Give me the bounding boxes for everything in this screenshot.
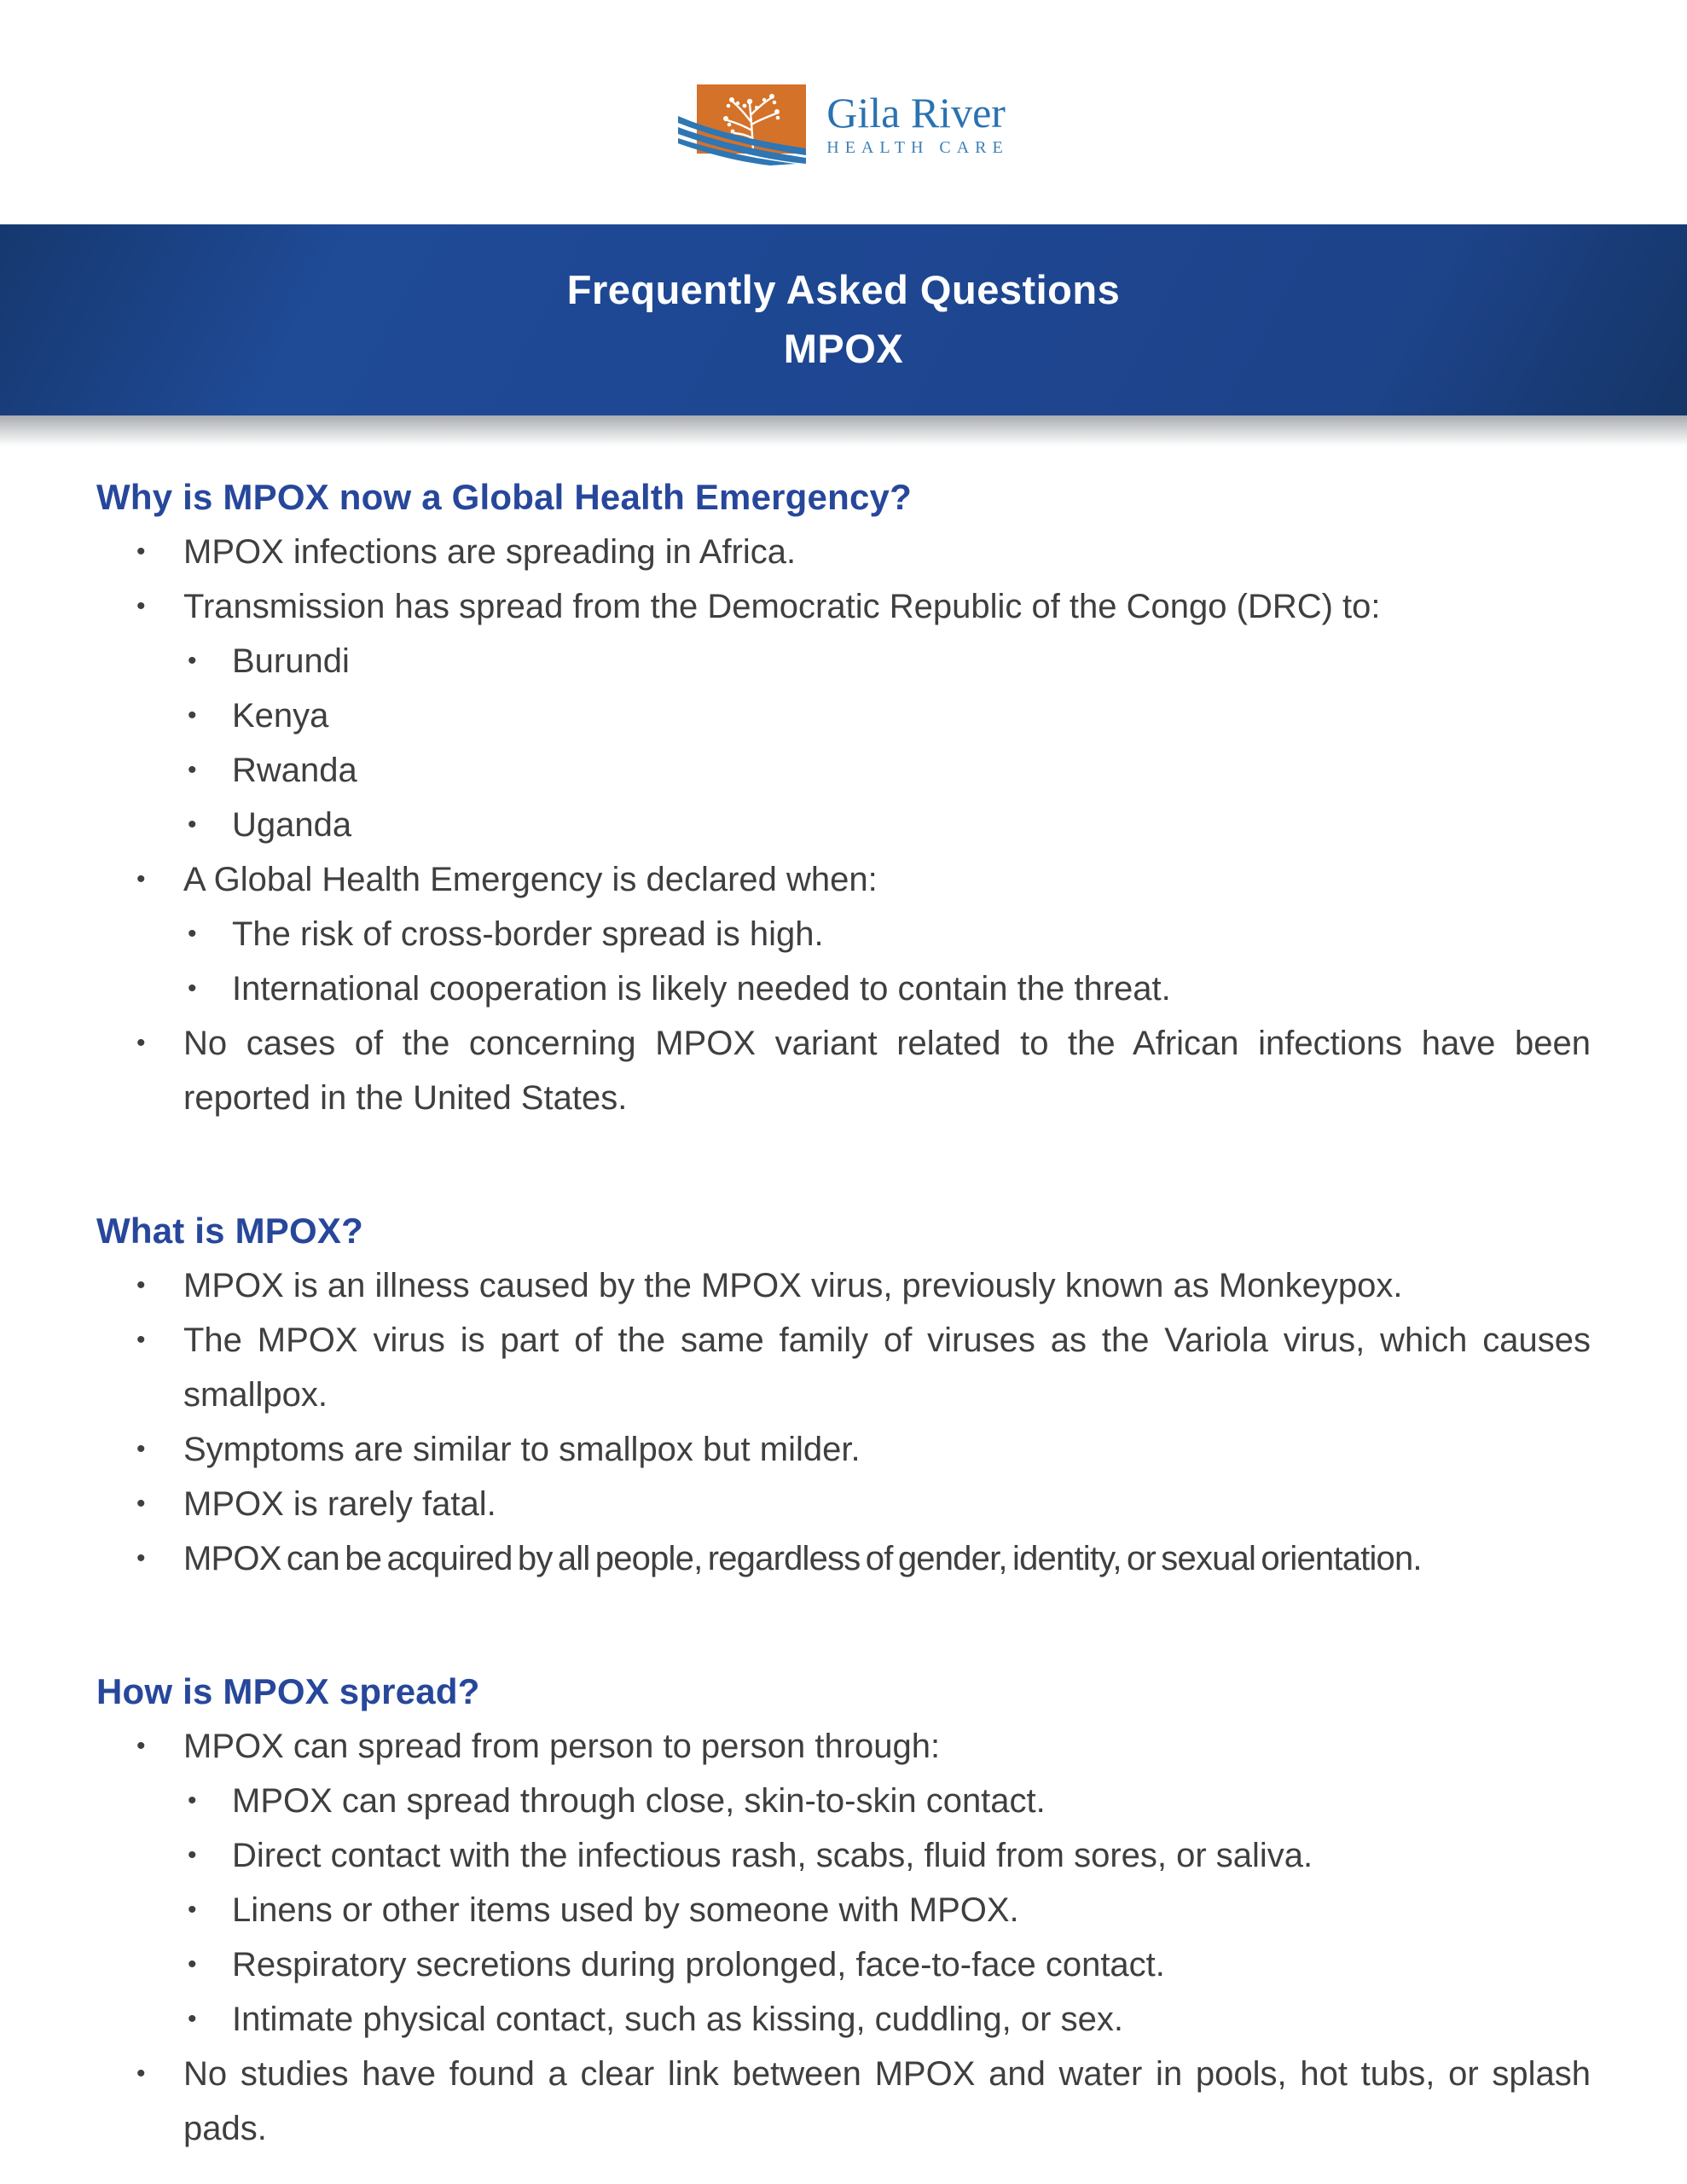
bullet-item: • No cases of the concerning MPOX variant related to the African infections have been reported in the United States. bbox=[96, 1016, 1591, 1125]
logo-header bbox=[0, 0, 1687, 224]
bullet-item: • A Global Health Emergency is declared when: bbox=[96, 852, 1591, 907]
logo-mark-icon bbox=[678, 82, 815, 167]
faq-content bbox=[0, 415, 1687, 2156]
bullet-item: • Linens or other items used by someone with MPOX. bbox=[96, 1883, 1591, 1937]
bullet-item: • International cooperation is likely needed to contain the threat. bbox=[96, 961, 1591, 1016]
bullet-item: • The risk of cross-border spread is high. bbox=[96, 907, 1591, 961]
bullet-list bbox=[96, 1719, 1591, 2156]
bullet-item: • Burundi bbox=[96, 634, 1591, 688]
bullet-item: • MPOX can spread from person to person through: bbox=[96, 1719, 1591, 1774]
bullet-item: • MPOX is rarely fatal. bbox=[96, 1477, 1591, 1531]
bullet-item: • Intimate physical contact, such as kissing, cuddling, or sex. bbox=[96, 1992, 1591, 2047]
bullet-list bbox=[96, 525, 1591, 1125]
bullet-item: • MPOX can be acquired by all people, regardless of gender, identity, or sexual orientation. bbox=[96, 1531, 1591, 1586]
faq-banner bbox=[0, 224, 1687, 415]
bullet-item: • Kenya bbox=[96, 688, 1591, 743]
gila-river-logo bbox=[678, 82, 1008, 167]
bullet-item: • MPOX infections are spreading in Africa. bbox=[96, 525, 1591, 579]
section-global-health-emergency bbox=[96, 470, 1591, 1125]
banner-title: Frequently Asked Questions bbox=[566, 267, 1121, 313]
bullet-item: • MPOX can spread through close, skin-to-skin contact. bbox=[96, 1774, 1591, 1828]
banner-subtitle: MPOX bbox=[783, 326, 904, 371]
bullet-item: • Transmission has spread from the Democratic Republic of the Congo (DRC) to: bbox=[96, 579, 1591, 634]
bullet-item: • Rwanda bbox=[96, 743, 1591, 798]
bullet-item: • Symptoms are similar to smallpox but milder. bbox=[96, 1422, 1591, 1477]
bullet-item: • Direct contact with the infectious rash, scabs, fluid from sores, or saliva. bbox=[96, 1828, 1591, 1883]
section-heading: Why is MPOX now a Global Health Emergency? bbox=[96, 477, 912, 517]
brand-tagline: HEALTH CARE bbox=[826, 138, 1009, 158]
section-how-is-mpox-spread bbox=[96, 1664, 1591, 2156]
bullet-item: • Respiratory secretions during prolonged, face-to-face contact. bbox=[96, 1937, 1591, 1992]
bullet-item: • MPOX is an illness caused by the MPOX virus, previously known as Monkeypox. bbox=[96, 1258, 1591, 1313]
section-what-is-mpox bbox=[96, 1204, 1591, 1586]
section-heading: What is MPOX? bbox=[96, 1211, 363, 1251]
section-heading: How is MPOX spread? bbox=[96, 1671, 480, 1711]
bullet-item: • The MPOX virus is part of the same family of viruses as the Variola virus, which causes smallpox. bbox=[96, 1313, 1591, 1422]
bullet-item: • No studies have found a clear link between MPOX and water in pools, hot tubs, or splash pads. bbox=[96, 2047, 1591, 2156]
bullet-item: • Uganda bbox=[96, 798, 1591, 852]
logo-text bbox=[826, 90, 1008, 159]
bullet-list bbox=[96, 1258, 1591, 1586]
brand-name: Gila River bbox=[826, 88, 1006, 136]
